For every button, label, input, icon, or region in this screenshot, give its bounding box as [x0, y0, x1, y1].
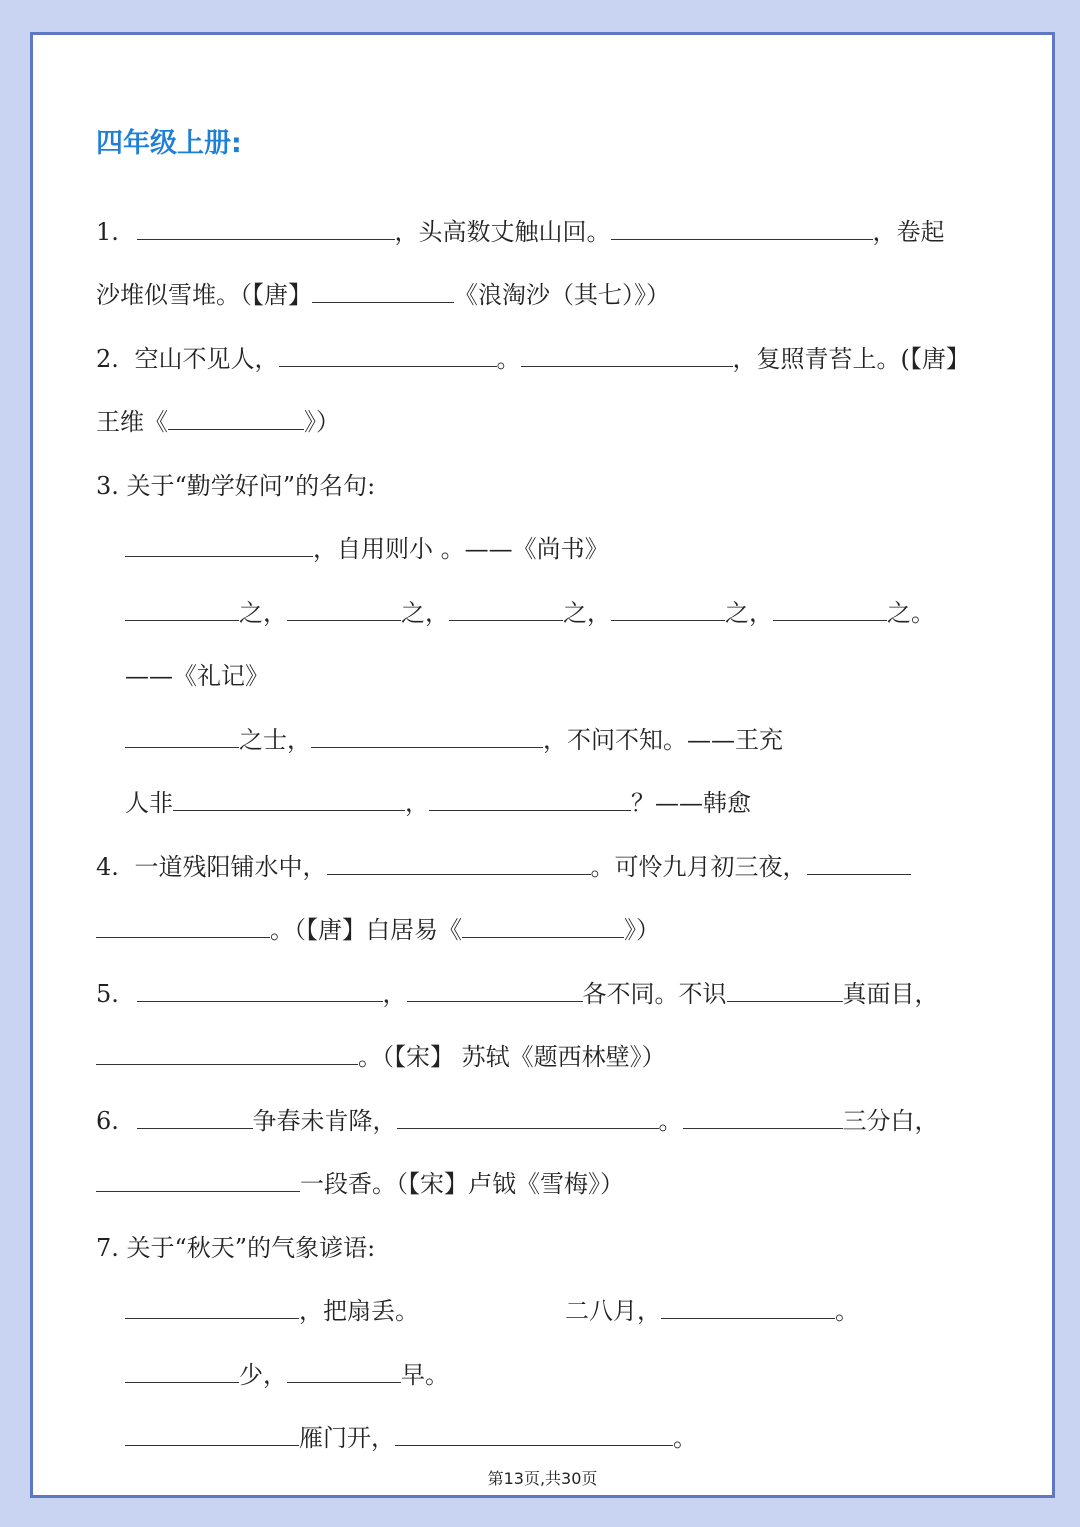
question-text: 三分白， [842, 1107, 939, 1135]
question-text: 。（【唐】白居易《 [270, 916, 462, 944]
blank[interactable] [661, 1298, 835, 1319]
question-number: 6. [96, 1107, 119, 1135]
question-text: 真面目， [842, 980, 939, 1008]
question-text: 各不同。不识 [582, 980, 727, 1008]
blank[interactable] [279, 346, 497, 367]
blank[interactable] [125, 1425, 299, 1446]
question-text: 之。 [887, 599, 935, 627]
blank[interactable] [773, 600, 887, 621]
question-5-line-1 [96, 979, 939, 1009]
blank[interactable] [137, 981, 383, 1002]
question-3-line-5 [125, 788, 751, 818]
blank[interactable] [287, 600, 401, 621]
blank[interactable] [137, 219, 395, 240]
question-2-line-2 [96, 407, 340, 437]
question-text: 之， [239, 599, 287, 627]
question-6-line-1 [96, 1106, 939, 1136]
question-text: 人非 [125, 789, 173, 817]
blank[interactable] [395, 1425, 673, 1446]
question-text: 。 [673, 1424, 697, 1452]
blank[interactable] [125, 1362, 239, 1383]
blank[interactable] [125, 536, 313, 557]
question-number: 2. [96, 345, 119, 373]
question-text: ？——韩愈 [631, 789, 751, 817]
question-text: 二八月， [565, 1297, 661, 1325]
question-text: 空山不见人， [134, 345, 279, 373]
question-text: 。（【宋】 苏轼《题西林壁》） [358, 1043, 666, 1071]
question-text: 一道残阳铺水中， [134, 853, 327, 881]
question-1-line-2 [96, 280, 670, 310]
question-3-line-4 [125, 725, 783, 755]
question-text: ， [382, 980, 407, 1008]
question-text: ，头高数丈触山回。 [394, 218, 611, 246]
question-number: 1. [96, 218, 119, 246]
question-6-line-2 [96, 1169, 624, 1199]
question-text: 《浪淘沙（其七）》） [454, 281, 670, 309]
question-7-line-3 [125, 1423, 697, 1453]
question-text: ，复照青苔上。(【唐】 [732, 345, 970, 373]
blank[interactable] [125, 600, 239, 621]
question-text: 雁门开， [299, 1424, 395, 1452]
blank[interactable] [327, 854, 591, 875]
question-text: 沙堆似雪堆。（【唐】 [96, 281, 312, 309]
question-text: 》） [304, 408, 340, 436]
question-text: ，把扇丢。 [299, 1297, 419, 1325]
page-title: 四年级上册: [96, 128, 242, 159]
blank[interactable] [429, 790, 631, 811]
question-text: 争春未肯降， [252, 1107, 397, 1135]
blank[interactable] [173, 790, 405, 811]
question-text: 。 [658, 1107, 683, 1135]
blank[interactable] [807, 854, 911, 875]
blank[interactable] [683, 1108, 843, 1129]
blank[interactable] [311, 727, 543, 748]
question-text: 少， [239, 1361, 287, 1389]
blank[interactable] [727, 981, 843, 1002]
question-number: 4. [96, 853, 119, 881]
question-7-line-2 [125, 1360, 449, 1390]
blank[interactable] [287, 1362, 401, 1383]
question-text: ，不问不知。——王充 [543, 726, 783, 754]
blank[interactable] [96, 1044, 358, 1065]
question-3-line-1 [125, 534, 609, 564]
blank[interactable] [312, 282, 454, 303]
blank[interactable] [611, 219, 873, 240]
blank[interactable] [449, 600, 563, 621]
question-7-line-1 [125, 1296, 859, 1326]
question-text: 。 [835, 1297, 859, 1325]
page-number: 第13页,共30页 [487, 1469, 598, 1488]
question-text: ， [405, 789, 429, 817]
question-4-line-1 [96, 852, 911, 882]
question-text: 早。 [401, 1361, 449, 1389]
question-3-line-3: ——《礼记》 [125, 662, 269, 690]
blank[interactable] [462, 917, 624, 938]
question-text: 。可怜九月初三夜， [590, 853, 807, 881]
question-text: 之士， [239, 726, 311, 754]
blank[interactable] [96, 917, 270, 938]
question-number: 5. [96, 980, 119, 1008]
blank[interactable] [137, 1108, 253, 1129]
question-text: 之， [563, 599, 611, 627]
worksheet-page [30, 32, 1055, 1498]
question-text: ，卷起 [872, 218, 945, 246]
question-2-line-1 [96, 344, 970, 374]
blank[interactable] [407, 981, 583, 1002]
question-text: ，自用则小 。——《尚书》 [313, 535, 609, 563]
question-4-line-2 [96, 915, 660, 945]
blank[interactable] [168, 409, 304, 430]
question-text: 一段香。（【宋】卢钺《雪梅》） [300, 1170, 624, 1198]
question-3-line-2 [125, 598, 935, 628]
question-text: 。 [496, 345, 521, 373]
question-text: 》） [624, 916, 660, 944]
question-1-line-1 [96, 217, 945, 247]
question-5-line-2 [96, 1042, 666, 1072]
blank[interactable] [521, 346, 733, 367]
question-3-heading: 3. 关于“勤学好问”的名句: [96, 472, 376, 500]
question-text: 之， [725, 599, 773, 627]
blank[interactable] [125, 1298, 299, 1319]
blank[interactable] [96, 1171, 300, 1192]
blank[interactable] [611, 600, 725, 621]
blank[interactable] [397, 1108, 659, 1129]
question-7-heading: 7. 关于“秋天”的气象谚语: [96, 1234, 376, 1262]
blank[interactable] [125, 727, 239, 748]
question-text: 之， [401, 599, 449, 627]
question-text: 王维《 [96, 408, 168, 436]
